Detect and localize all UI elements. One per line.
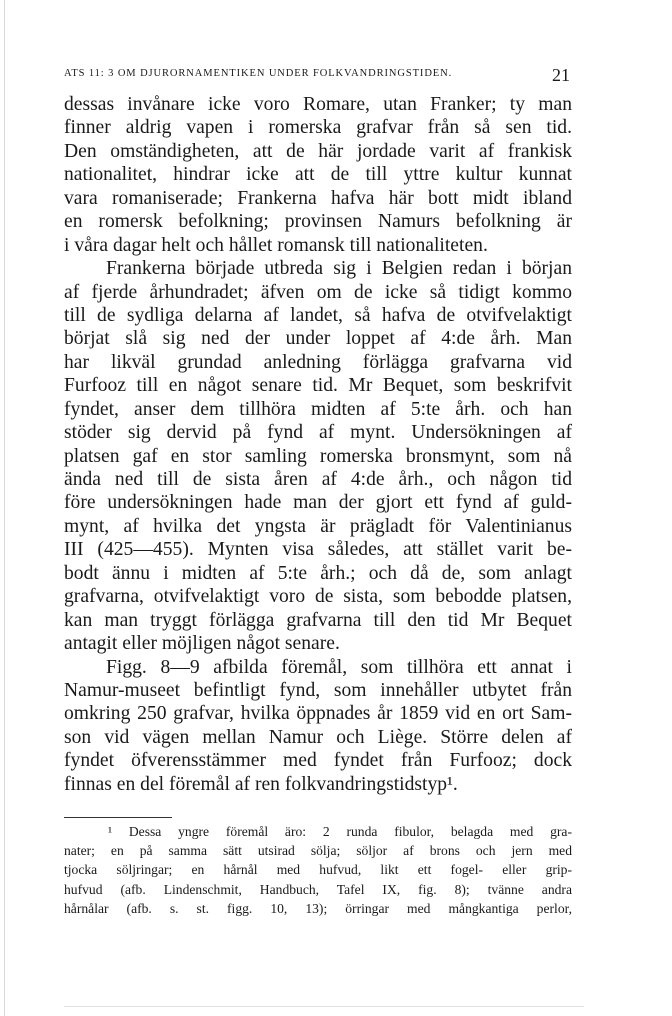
footnote-line: ¹ Dessa yngre föremål äro: 2 runda fibulor, belagda med gra- — [108, 824, 572, 839]
paragraph-start-line: Frankerna började utbreda sig i Belgien redan i början — [106, 258, 572, 280]
body-line: dessas invånare icke voro Romare, utan Franker; ty man — [64, 94, 572, 115]
body-line: antagit eller möjligen något senare. — [64, 633, 340, 655]
body-line: till de sydliga delarna af landet, så hafva de otvifvelaktigt — [64, 304, 572, 326]
body-line: mynt, af hvilka det yngsta är prägladt för Valentinianus — [64, 515, 572, 537]
body-line: nationalitet, hindrar icke att de till yttre kultur kunnat — [64, 164, 572, 186]
body-line: före undersökningen hade man der gjort ett fynd af guld- — [64, 492, 572, 514]
body-line: platsen gaf en stor samling romerska bronsmynt, som nå — [64, 445, 572, 467]
body-line: af fjerde århundradet; äfven om de icke så tidigt kommo — [64, 281, 572, 303]
body-line: i våra dagar helt och hållet romansk till nationaliteten. — [64, 234, 488, 256]
body-line: finner aldrig vapen i romerska grafvar från så sen tid. — [64, 117, 572, 139]
body-line: stöder sig dervid på fynd af mynt. Undersökningen af — [64, 422, 572, 444]
body-line: börjat slå sig ned der under loppet af 4:de årh. Man — [64, 328, 572, 350]
page-edge-line — [4, 0, 5, 1016]
body-line: son vid vägen mellan Namur och Liège. Större delen af — [64, 726, 572, 748]
body-line: grafvarna, otvifvelaktigt voro de sista, som bebodde platsen, — [64, 586, 572, 608]
page-bottom-edge — [64, 1006, 584, 1007]
footnotes — [64, 822, 572, 918]
body-line: Den omständigheten, att de här jordade varit af frankisk — [64, 140, 572, 162]
body-text — [64, 93, 572, 796]
page-number: 21 — [552, 65, 570, 85]
body-line: Namur-museet befintligt fynd, som innehåller utbytet från — [64, 679, 572, 701]
body-line: fyndet öfverensstämmer med fyndet från Furfooz; dock — [64, 750, 572, 772]
body-line: Furfooz till en något senare tid. Mr Bequet, som beskrifvit — [64, 375, 572, 397]
running-head — [64, 65, 570, 85]
footnote-line: tjocka söljringar; en hårnål med hufvud, likt ett fogel- eller grip- — [64, 862, 572, 878]
footnote-line: hårnålar (afb. s. st. figg. 10, 13); örringar med mångkantiga perlor, — [64, 900, 572, 916]
footnote-line: nater; en på samma sätt utsirad sölja; söljor af brons och jern med — [64, 843, 572, 859]
paragraph-start-line: Figg. 8—9 afbilda föremål, som tillhöra ett annat i — [106, 656, 572, 678]
body-line: kan man tryggt förlägga grafvarna till den tid Mr Bequet — [64, 609, 572, 631]
body-line: har likväl grundad anledning förlägga grafvarna vid — [64, 351, 572, 373]
footnote-separator — [64, 817, 172, 818]
body-line: omkring 250 grafvar, hvilka öppnades år 1859 vid en ort Sam- — [64, 703, 572, 725]
running-head-title: ATS 11: 3 OM DJURORNAMENTIKEN UNDER FOLKVANDRINGSTIDEN. — [64, 68, 453, 79]
body-line: finnas en del föremål af ren folkvandringstidstyp¹. — [64, 773, 458, 795]
body-line: ända ned till de sista åren af 4:de årh., och någon tid — [64, 469, 572, 490]
body-line: III (425—455). Mynten visa således, att stället varit be- — [64, 539, 572, 561]
body-line: fyndet, anser dem tillhöra midten af 5:te årh. och han — [64, 398, 572, 420]
body-line: vara romaniserade; Frankerna hafva här bott midt ibland — [64, 187, 572, 209]
footnote-line: hufvud (afb. Lindenschmit, Handbuch, Tafel IX, fig. 8); tvänne andra — [64, 881, 572, 897]
body-line: bodt ännu i midten af 5:te årh.; och då de, som anlagt — [64, 562, 572, 584]
body-line: en romersk befolkning; provinsen Namurs befolkning är — [64, 211, 572, 233]
